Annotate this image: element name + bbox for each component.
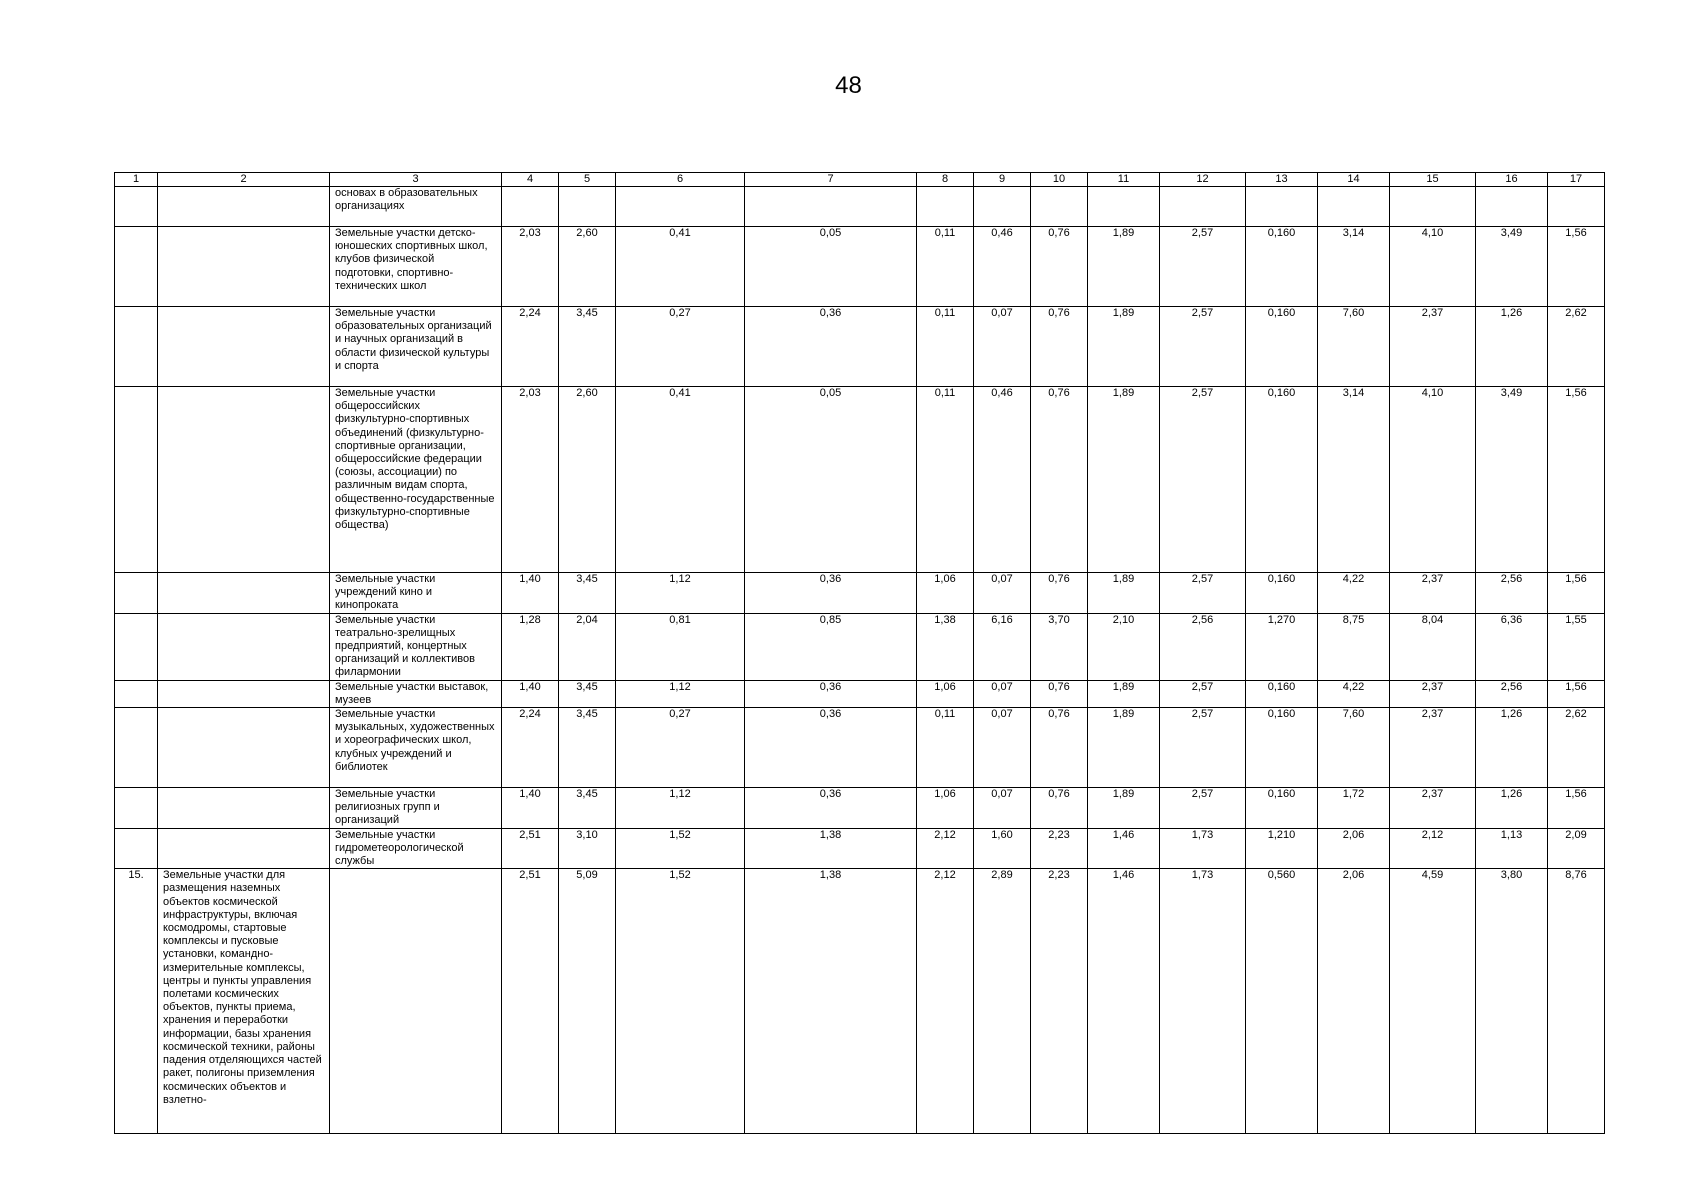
coefficient-cell-col-13	[1246, 187, 1318, 227]
coefficient-cell-col-8: 1,06	[917, 788, 974, 829]
coefficient-cell-col-17: 2,09	[1548, 828, 1605, 869]
coefficient-cell-col-10: 0,76	[1031, 307, 1088, 387]
coefficient-cell-col-9: 0,46	[974, 387, 1031, 573]
coefficient-cell-col-6: 0,27	[616, 708, 745, 788]
coefficient-cell-col-7: 0,05	[745, 387, 917, 573]
coefficient-cell-col-7: 0,05	[745, 227, 917, 307]
coefficient-cell-col-5	[559, 187, 616, 227]
coefficient-cell-col-8: 1,06	[917, 573, 974, 614]
coefficient-cell-col-8	[917, 187, 974, 227]
item-number-cell	[115, 187, 158, 227]
coefficient-cell-col-11: 1,46	[1088, 828, 1160, 869]
coefficient-cell-col-17: 1,56	[1548, 387, 1605, 573]
coefficient-cell-col-12: 2,57	[1160, 788, 1246, 829]
land-use-type-cell	[158, 187, 330, 227]
column-number-11: 11	[1088, 173, 1160, 187]
coefficient-cell-col-4: 1,40	[502, 788, 559, 829]
coefficient-cell-col-4: 2,03	[502, 227, 559, 307]
coefficient-cell-col-5: 5,09	[559, 869, 616, 1134]
land-plot-description-cell	[330, 869, 502, 1134]
coefficient-cell-col-7: 0,36	[745, 307, 917, 387]
coefficient-cell-col-7: 0,85	[745, 613, 917, 680]
page-number: 48	[835, 72, 862, 99]
coefficient-cell-col-13: 0,160	[1246, 708, 1318, 788]
coefficient-cell-col-6: 1,12	[616, 680, 745, 707]
coefficient-cell-col-9	[974, 187, 1031, 227]
coefficient-cell-col-4: 1,28	[502, 613, 559, 680]
coefficient-cell-col-16: 2,56	[1476, 680, 1548, 707]
coefficient-cell-col-6	[616, 187, 745, 227]
column-number-17: 17	[1548, 173, 1605, 187]
coefficient-cell-col-11: 1,89	[1088, 387, 1160, 573]
column-number-14: 14	[1318, 173, 1390, 187]
land-plot-description-cell: Земельные участки религиозных групп и организаций	[330, 788, 502, 829]
column-number-4: 4	[502, 173, 559, 187]
coefficient-cell-col-17: 1,56	[1548, 227, 1605, 307]
land-use-type-cell	[158, 227, 330, 307]
coefficient-cell-col-15: 2,37	[1390, 788, 1476, 829]
coefficient-cell-col-9: 0,46	[974, 227, 1031, 307]
coefficient-cell-col-10: 2,23	[1031, 828, 1088, 869]
column-number-13: 13	[1246, 173, 1318, 187]
coefficient-cell-col-10: 0,76	[1031, 708, 1088, 788]
coefficient-cell-col-9: 0,07	[974, 680, 1031, 707]
land-use-type-cell: Земельные участки для размещения наземных объектов космической инфраструктуры, включая космодромы, стартовые комплексы и пусковые установки, командно-измерительные комплексы, центры и пункты управления полетами космических объектов, пункты приема, хранения и переработки информации, базы хранения космической техники, районы падения отделяющихся частей ракет, полигоны приземления космических объектов и взлетно-	[158, 869, 330, 1134]
coefficient-cell-col-7: 0,36	[745, 708, 917, 788]
coefficient-cell-col-10: 0,76	[1031, 227, 1088, 307]
coefficient-cell-col-8: 0,11	[917, 387, 974, 573]
coefficient-cell-col-16: 6,36	[1476, 613, 1548, 680]
coefficient-cell-col-6: 0,41	[616, 387, 745, 573]
land-plot-description-cell: Земельные участки общероссийских физкультурно-спортивных объединений (физкультурно-спортивные организации, общероссийские федерации (союзы, ассоциации) по различным видам спорта, общественно-государственные физкультурно-спортивные общества)	[330, 387, 502, 573]
land-use-type-cell	[158, 708, 330, 788]
table-row	[115, 387, 1605, 573]
coefficient-cell-col-10: 0,76	[1031, 788, 1088, 829]
coefficient-cell-col-12: 2,57	[1160, 387, 1246, 573]
coefficient-cell-col-7: 0,36	[745, 788, 917, 829]
land-use-type-cell	[158, 307, 330, 387]
item-number-cell	[115, 788, 158, 829]
coefficient-cell-col-14: 7,60	[1318, 307, 1390, 387]
item-number-cell	[115, 307, 158, 387]
coefficient-cell-col-11: 1,89	[1088, 788, 1160, 829]
item-number-cell: 15.	[115, 869, 158, 1134]
coefficient-cell-col-13: 0,160	[1246, 788, 1318, 829]
coefficient-cell-col-12: 2,57	[1160, 307, 1246, 387]
coefficient-cell-col-14: 3,14	[1318, 387, 1390, 573]
coefficient-cell-col-5: 3,45	[559, 307, 616, 387]
coefficient-cell-col-14: 4,22	[1318, 680, 1390, 707]
coefficient-cell-col-16: 2,56	[1476, 573, 1548, 614]
table-row	[115, 680, 1605, 707]
coefficient-cell-col-6: 1,52	[616, 869, 745, 1134]
coefficient-cell-col-17: 2,62	[1548, 708, 1605, 788]
coefficient-cell-col-11: 1,89	[1088, 573, 1160, 614]
coefficient-cell-col-14: 1,72	[1318, 788, 1390, 829]
coefficient-cell-col-15: 2,37	[1390, 307, 1476, 387]
coefficient-cell-col-17: 1,56	[1548, 573, 1605, 614]
coefficient-cell-col-14: 3,14	[1318, 227, 1390, 307]
coefficient-cell-col-5: 3,45	[559, 788, 616, 829]
coefficient-cell-col-8: 0,11	[917, 307, 974, 387]
coefficient-cell-col-4: 2,51	[502, 869, 559, 1134]
coefficient-cell-col-17: 1,55	[1548, 613, 1605, 680]
coefficient-cell-col-10: 0,76	[1031, 573, 1088, 614]
coefficient-cell-col-9: 1,60	[974, 828, 1031, 869]
coefficient-cell-col-15: 2,37	[1390, 708, 1476, 788]
coefficient-cell-col-13: 0,560	[1246, 869, 1318, 1134]
coefficient-cell-col-16: 1,26	[1476, 788, 1548, 829]
coefficient-cell-col-8: 2,12	[917, 828, 974, 869]
column-number-10: 10	[1031, 173, 1088, 187]
land-use-type-cell	[158, 387, 330, 573]
coefficient-cell-col-15	[1390, 187, 1476, 227]
coefficient-cell-col-16: 3,80	[1476, 869, 1548, 1134]
land-use-type-cell	[158, 613, 330, 680]
column-number-7: 7	[745, 173, 917, 187]
table-row	[115, 828, 1605, 869]
coefficient-cell-col-15: 2,12	[1390, 828, 1476, 869]
coefficient-cell-col-8: 1,38	[917, 613, 974, 680]
coefficient-cell-col-13: 0,160	[1246, 307, 1318, 387]
coefficient-cell-col-16	[1476, 187, 1548, 227]
coefficient-cell-col-7	[745, 187, 917, 227]
coefficient-cell-col-11: 1,89	[1088, 227, 1160, 307]
coefficient-cell-col-13: 1,270	[1246, 613, 1318, 680]
coefficient-cell-col-15: 2,37	[1390, 680, 1476, 707]
coefficient-cell-col-11: 2,10	[1088, 613, 1160, 680]
land-use-type-cell	[158, 788, 330, 829]
coefficient-cell-col-9: 0,07	[974, 788, 1031, 829]
column-numbers-row	[115, 173, 1605, 187]
coefficient-cell-col-7: 1,38	[745, 828, 917, 869]
coefficient-cell-col-4: 2,51	[502, 828, 559, 869]
coefficient-cell-col-8: 0,11	[917, 708, 974, 788]
coefficient-cell-col-6: 1,52	[616, 828, 745, 869]
item-number-cell	[115, 573, 158, 614]
land-plot-description-cell: Земельные участки музыкальных, художественных и хореографических школ, клубных учреждений и библиотек	[330, 708, 502, 788]
coefficient-cell-col-12: 2,57	[1160, 680, 1246, 707]
coefficient-cell-col-11: 1,89	[1088, 680, 1160, 707]
coefficient-cell-col-8: 2,12	[917, 869, 974, 1134]
table-row	[115, 307, 1605, 387]
land-plot-description-cell: Земельные участки детско-юношеских спортивных школ, клубов физической подготовки, спортивно-технических школ	[330, 227, 502, 307]
table-row	[115, 187, 1605, 227]
column-number-15: 15	[1390, 173, 1476, 187]
land-use-type-cell	[158, 573, 330, 614]
coefficient-cell-col-11: 1,89	[1088, 307, 1160, 387]
coefficient-cell-col-9: 0,07	[974, 573, 1031, 614]
coefficient-cell-col-10: 0,76	[1031, 387, 1088, 573]
table-row	[115, 788, 1605, 829]
coefficient-cell-col-9: 6,16	[974, 613, 1031, 680]
coefficient-cell-col-7: 1,38	[745, 869, 917, 1134]
coefficient-cell-col-17: 1,56	[1548, 680, 1605, 707]
column-number-6: 6	[616, 173, 745, 187]
coefficient-cell-col-13: 0,160	[1246, 573, 1318, 614]
coefficient-cell-col-7: 0,36	[745, 680, 917, 707]
coefficient-cell-col-13: 1,210	[1246, 828, 1318, 869]
table-row	[115, 708, 1605, 788]
coefficient-cell-col-16: 1,13	[1476, 828, 1548, 869]
coefficient-cell-col-14: 8,75	[1318, 613, 1390, 680]
coefficient-cell-col-9: 0,07	[974, 307, 1031, 387]
coefficient-cell-col-5: 3,10	[559, 828, 616, 869]
coefficient-cell-col-8: 1,06	[917, 680, 974, 707]
coefficient-cell-col-5: 3,45	[559, 680, 616, 707]
coefficient-cell-col-14	[1318, 187, 1390, 227]
coefficient-cell-col-9: 2,89	[974, 869, 1031, 1134]
column-number-9: 9	[974, 173, 1031, 187]
coefficient-cell-col-11: 1,46	[1088, 869, 1160, 1134]
coefficient-cell-col-10: 0,76	[1031, 680, 1088, 707]
coefficient-cell-col-8: 0,11	[917, 227, 974, 307]
coefficient-cell-col-5: 2,60	[559, 227, 616, 307]
table-row	[115, 573, 1605, 614]
coefficient-cell-col-14: 7,60	[1318, 708, 1390, 788]
item-number-cell	[115, 613, 158, 680]
coefficient-cell-col-13: 0,160	[1246, 387, 1318, 573]
coefficient-cell-col-14: 2,06	[1318, 828, 1390, 869]
column-number-16: 16	[1476, 173, 1548, 187]
land-use-type-cell	[158, 828, 330, 869]
coefficient-cell-col-15: 4,59	[1390, 869, 1476, 1134]
coefficient-cell-col-4: 2,03	[502, 387, 559, 573]
coefficient-cell-col-16: 3,49	[1476, 227, 1548, 307]
coefficient-cell-col-6: 1,12	[616, 573, 745, 614]
column-number-12: 12	[1160, 173, 1246, 187]
coefficient-cell-col-11: 1,89	[1088, 708, 1160, 788]
coefficient-cell-col-13: 0,160	[1246, 680, 1318, 707]
column-number-3: 3	[330, 173, 502, 187]
item-number-cell	[115, 227, 158, 307]
coefficient-cell-col-13: 0,160	[1246, 227, 1318, 307]
coefficient-cell-col-10	[1031, 187, 1088, 227]
item-number-cell	[115, 387, 158, 573]
coefficient-cell-col-12: 2,56	[1160, 613, 1246, 680]
coefficient-cell-col-14: 2,06	[1318, 869, 1390, 1134]
table-row	[115, 227, 1605, 307]
coefficient-cell-col-10: 3,70	[1031, 613, 1088, 680]
coefficients-table	[114, 172, 1605, 1134]
coefficient-cell-col-4	[502, 187, 559, 227]
item-number-cell	[115, 828, 158, 869]
column-number-8: 8	[917, 173, 974, 187]
coefficient-cell-col-6: 0,41	[616, 227, 745, 307]
coefficient-cell-col-14: 4,22	[1318, 573, 1390, 614]
coefficient-cell-col-11	[1088, 187, 1160, 227]
land-plot-description-cell: Земельные участки гидрометеорологической службы	[330, 828, 502, 869]
coefficient-cell-col-12: 2,57	[1160, 573, 1246, 614]
coefficient-cell-col-4: 2,24	[502, 708, 559, 788]
coefficient-cell-col-17: 1,56	[1548, 788, 1605, 829]
coefficient-cell-col-10: 2,23	[1031, 869, 1088, 1134]
column-number-1: 1	[115, 173, 158, 187]
coefficient-cell-col-4: 2,24	[502, 307, 559, 387]
coefficient-cell-col-15: 2,37	[1390, 573, 1476, 614]
coefficient-cell-col-17	[1548, 187, 1605, 227]
coefficient-cell-col-4: 1,40	[502, 680, 559, 707]
coefficient-cell-col-15: 8,04	[1390, 613, 1476, 680]
land-plot-description-cell: Земельные участки учреждений кино и кинопроката	[330, 573, 502, 614]
land-plot-description-cell: Земельные участки образовательных организаций и научных организаций в области физической культуры и спорта	[330, 307, 502, 387]
coefficient-cell-col-17: 8,76	[1548, 869, 1605, 1134]
coefficient-cell-col-15: 4,10	[1390, 387, 1476, 573]
coefficient-cell-col-6: 0,27	[616, 307, 745, 387]
coefficient-cell-col-5: 2,04	[559, 613, 616, 680]
item-number-cell	[115, 680, 158, 707]
land-plot-description-cell: Земельные участки театрально-зрелищных предприятий, концертных организаций и коллективов филармонии	[330, 613, 502, 680]
coefficient-cell-col-12: 2,57	[1160, 227, 1246, 307]
land-plot-description-cell: основах в образовательных организациях	[330, 187, 502, 227]
coefficient-cell-col-12: 1,73	[1160, 869, 1246, 1134]
coefficient-cell-col-12: 2,57	[1160, 708, 1246, 788]
coefficient-cell-col-16: 1,26	[1476, 708, 1548, 788]
coefficient-cell-col-5: 3,45	[559, 573, 616, 614]
table-row	[115, 613, 1605, 680]
coefficient-cell-col-5: 3,45	[559, 708, 616, 788]
coefficient-cell-col-5: 2,60	[559, 387, 616, 573]
coefficient-cell-col-9: 0,07	[974, 708, 1031, 788]
coefficient-cell-col-12	[1160, 187, 1246, 227]
coefficient-cell-col-16: 3,49	[1476, 387, 1548, 573]
coefficient-cell-col-4: 1,40	[502, 573, 559, 614]
item-number-cell	[115, 708, 158, 788]
coefficient-cell-col-12: 1,73	[1160, 828, 1246, 869]
column-number-2: 2	[158, 173, 330, 187]
coefficient-cell-col-7: 0,36	[745, 573, 917, 614]
coefficient-cell-col-17: 2,62	[1548, 307, 1605, 387]
table-row	[115, 869, 1605, 1134]
land-use-type-cell	[158, 680, 330, 707]
coefficient-cell-col-15: 4,10	[1390, 227, 1476, 307]
table-body	[115, 187, 1605, 1134]
column-number-5: 5	[559, 173, 616, 187]
land-plot-description-cell: Земельные участки выставок, музеев	[330, 680, 502, 707]
coefficient-cell-col-6: 0,81	[616, 613, 745, 680]
coefficient-cell-col-16: 1,26	[1476, 307, 1548, 387]
coefficient-cell-col-6: 1,12	[616, 788, 745, 829]
